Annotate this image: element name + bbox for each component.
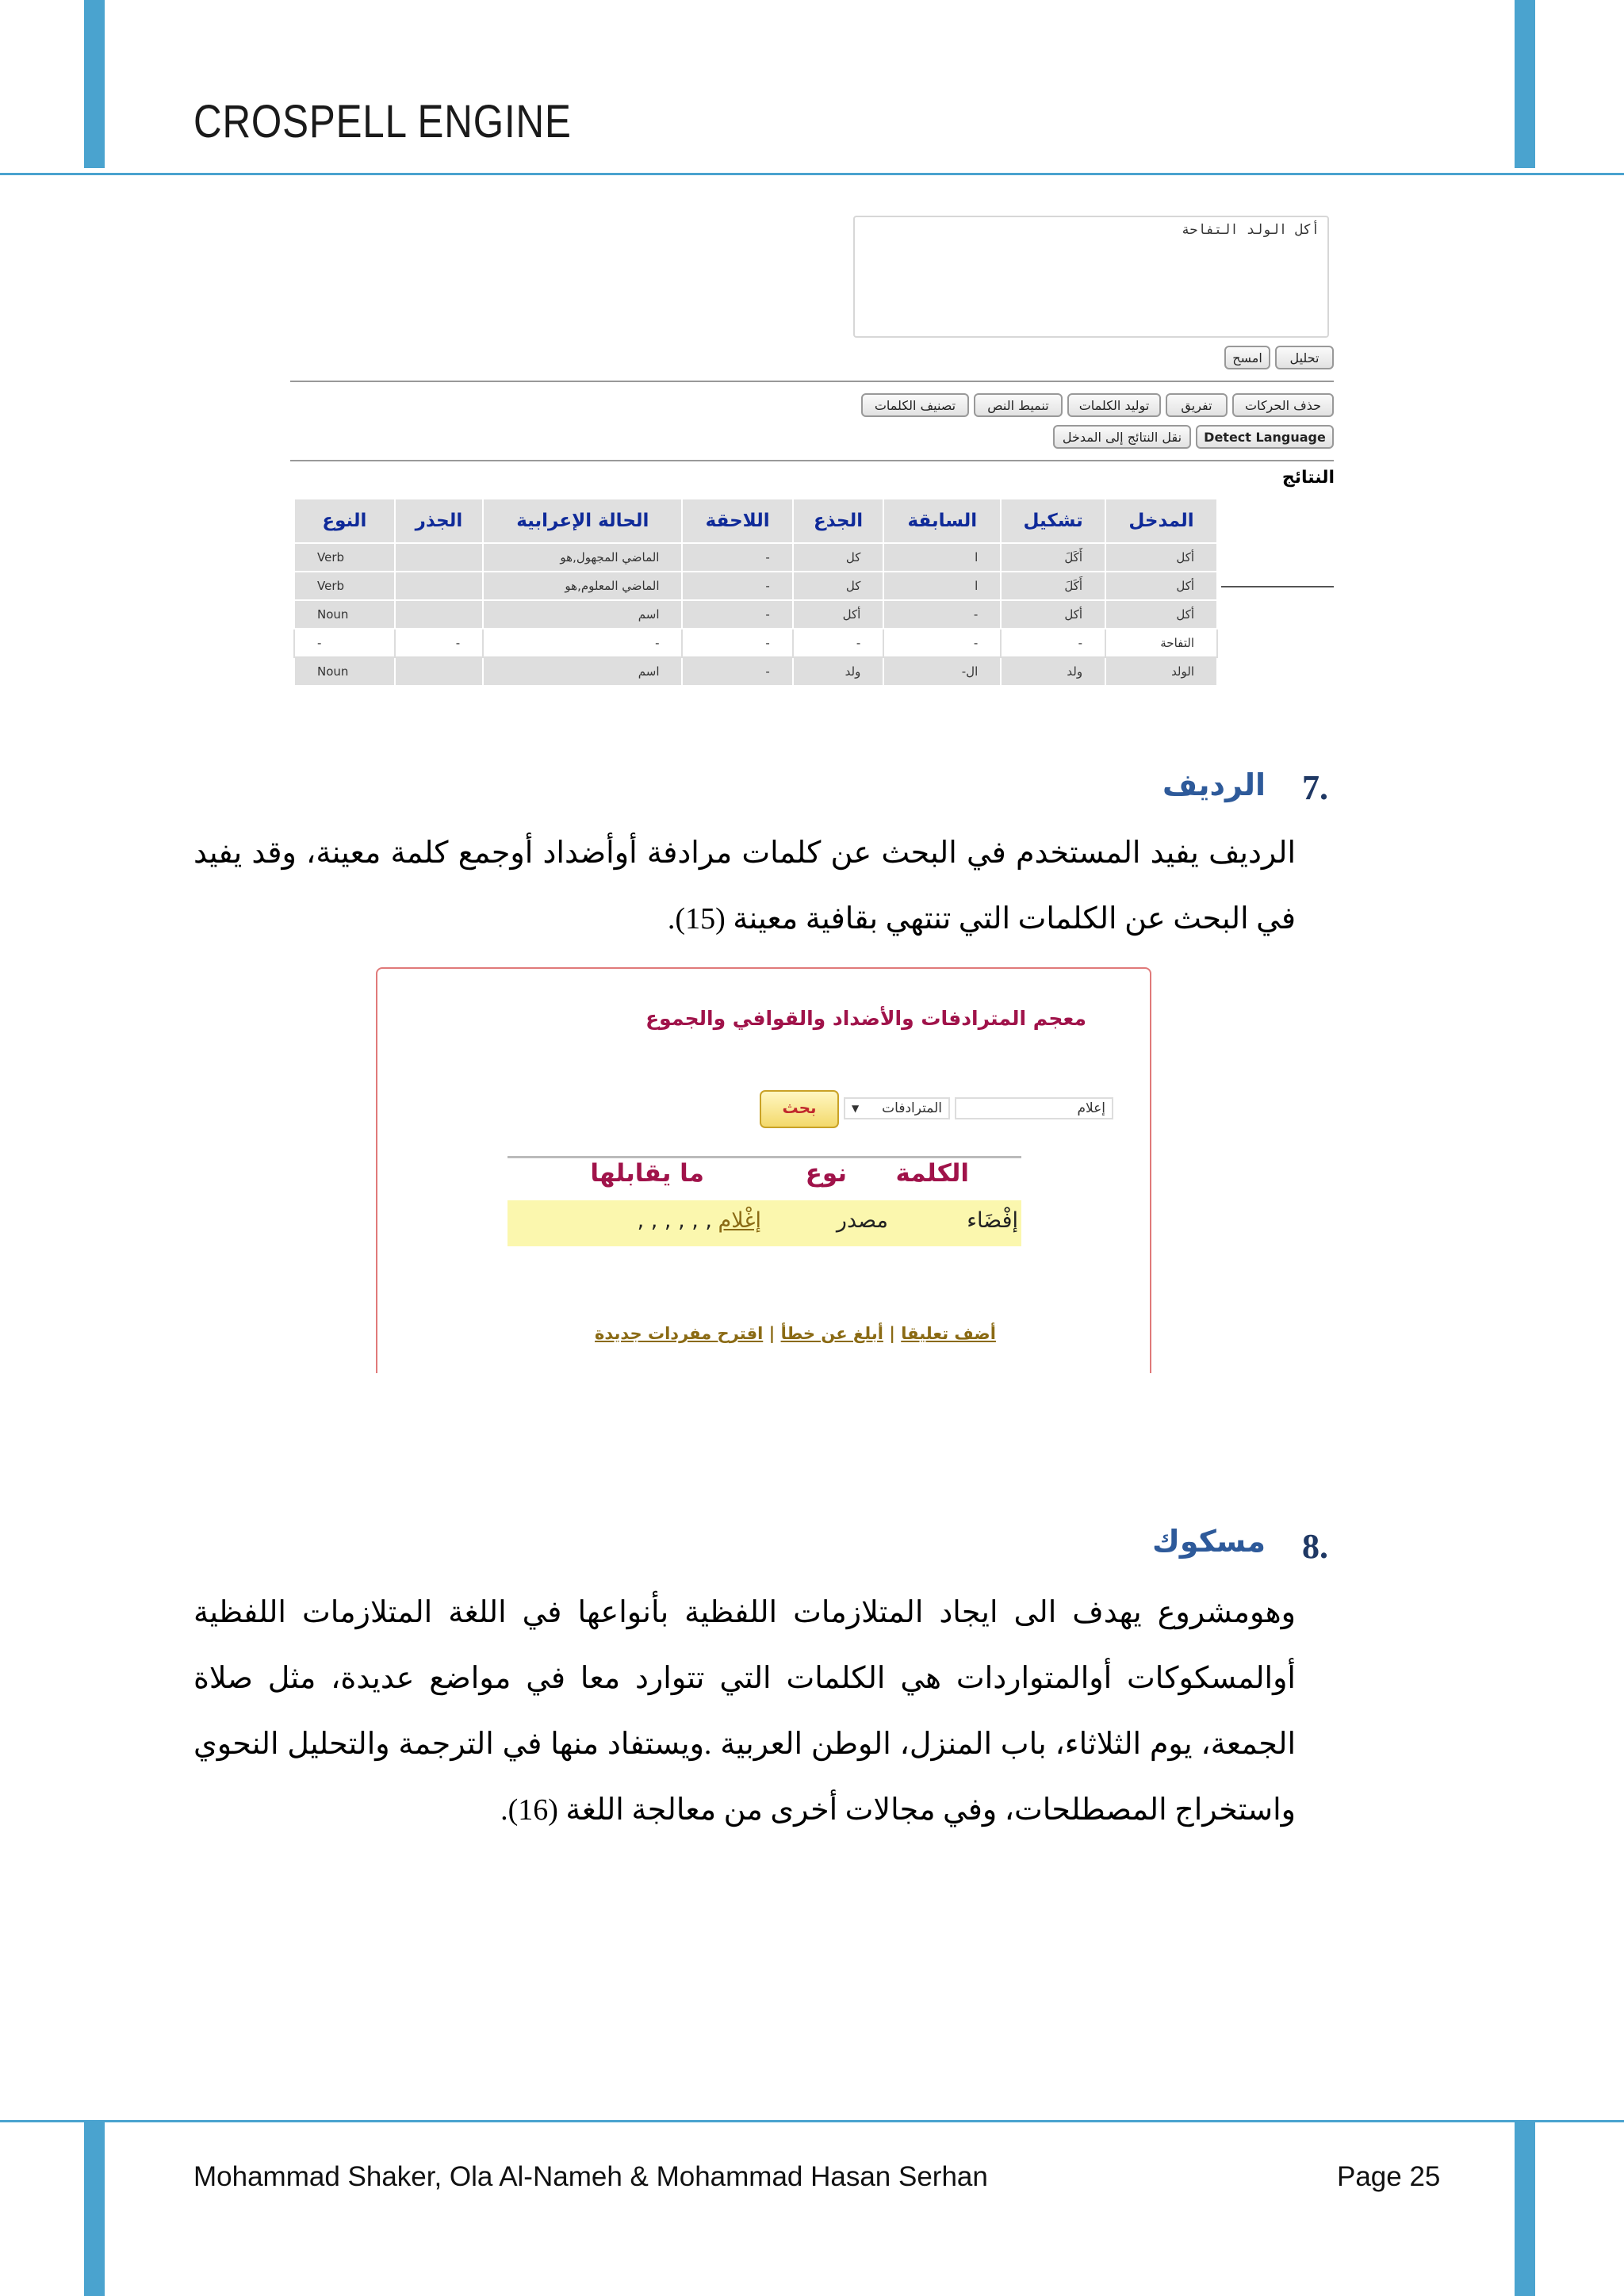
table-row	[294, 657, 1217, 686]
dictionary-footer-links	[595, 1324, 996, 1343]
table-cell: اسم	[483, 600, 682, 629]
table-cell: Noun	[294, 657, 395, 686]
table-cell: -	[682, 657, 792, 686]
section-7-title: الرديف	[1162, 767, 1266, 802]
table-cell: -	[883, 629, 1001, 657]
move-results-button[interactable]: نقل النتائج إلى المدخل	[1053, 425, 1191, 449]
link-separator: |	[768, 1324, 776, 1343]
col-type: النوع	[294, 499, 395, 543]
table-cell: -	[483, 629, 682, 657]
dictionary-result-type: مصدر	[836, 1208, 888, 1233]
results-table	[293, 498, 1218, 687]
col-case: الحالة الإعرابية	[483, 499, 682, 543]
col-suffix: اللاحقة	[682, 499, 792, 543]
col-input: المدخل	[1105, 499, 1217, 543]
footer-authors: Mohammad Shaker, Ola Al-Nameh & Mohammad Hasan Serhan	[193, 2161, 988, 2192]
dictionary-col-opposite: ما يقابلها	[590, 1159, 704, 1188]
detect-language-button[interactable]: Detect Language	[1196, 425, 1334, 449]
table-cell	[395, 572, 483, 600]
clear-button[interactable]: امسح	[1224, 346, 1270, 369]
table-cell: -	[682, 543, 792, 572]
table-cell	[395, 543, 483, 572]
col-prefix: السابقة	[883, 499, 1001, 543]
table-cell: ولد	[793, 657, 884, 686]
dictionary-result-opposite-link[interactable]: إغْلام	[718, 1208, 761, 1233]
bottom-right-bar	[1515, 2122, 1535, 2296]
table-cell	[395, 657, 483, 686]
section-8-title: مسكوك	[1152, 1524, 1266, 1559]
col-root: الجذر	[395, 499, 483, 543]
footer-page-number: Page 25	[1337, 2161, 1441, 2192]
tool-button-generate-words[interactable]: توليد الكلمات	[1067, 393, 1161, 417]
section-8-number: 8.	[1302, 1527, 1328, 1566]
suggest-words-link[interactable]: اقترح مفردات جديدة	[595, 1324, 764, 1343]
col-stem: الجذع	[793, 499, 884, 543]
table-cell: -	[682, 629, 792, 657]
chevron-down-icon: ▼	[852, 1103, 860, 1114]
top-right-bar	[1515, 0, 1535, 168]
table-cell: اسم	[483, 657, 682, 686]
table-cell: -	[793, 629, 884, 657]
results-label: النتائج	[1281, 468, 1335, 488]
top-left-bar	[84, 0, 105, 168]
tool-button-split[interactable]: تفريق	[1166, 393, 1228, 417]
dictionary-col-type: نوع	[805, 1159, 847, 1188]
table-cell: أكل	[1105, 543, 1217, 572]
table-cell: -	[682, 572, 792, 600]
table-cell	[395, 600, 483, 629]
section-7-number: 7.	[1302, 768, 1328, 807]
table-cell: الماضي المعلوم,هو	[483, 572, 682, 600]
table-row	[294, 572, 1217, 600]
table-cell: -	[1001, 629, 1105, 657]
footer-rule	[0, 2120, 1624, 2122]
results-side-divider	[1221, 586, 1334, 587]
tool-button-remove-diacritics[interactable]: حذف الحركات	[1232, 393, 1334, 417]
table-row	[294, 629, 1217, 657]
table-cell: Verb	[294, 543, 395, 572]
analyzer-separator-top	[290, 381, 1334, 382]
table-cell: الماضي المجهول,هو	[483, 543, 682, 572]
dictionary-result-row	[508, 1200, 1021, 1246]
analyzer-input[interactable]: أكل الولد التفاحة	[853, 216, 1329, 338]
table-row	[294, 600, 1217, 629]
add-comment-link[interactable]: أضف تعليقا	[901, 1324, 996, 1343]
table-cell: ا	[883, 572, 1001, 600]
report-error-link[interactable]: أبلغ عن خطأ	[780, 1324, 883, 1343]
table-cell: -	[294, 629, 395, 657]
table-cell: Noun	[294, 600, 395, 629]
dictionary-result-word: إفْضَاء	[967, 1208, 1018, 1233]
table-cell: أَكَلَ	[1001, 543, 1105, 572]
table-cell: الولد	[1105, 657, 1217, 686]
table-cell: أكل	[1105, 600, 1217, 629]
dictionary-result-rest: , , , , , ,	[637, 1208, 712, 1233]
dictionary-title: معجم المترادفات والأضداد والقوافي والجموع	[645, 1007, 1086, 1030]
table-cell: كل	[793, 543, 884, 572]
table-cell: أكل	[1001, 600, 1105, 629]
section-7-paragraph: الرديف يفيد المستخدم في البحث عن كلمات مرادفة أوأضداد أوجمع كلمة معينة، وقد يفيد في البحث عن الكلمات التي تنتهي بقافية معينة (15).	[193, 836, 1296, 936]
dictionary-type-select[interactable]	[844, 1097, 950, 1119]
table-cell: ال-	[883, 657, 1001, 686]
table-row	[294, 543, 1217, 572]
header-rule	[0, 173, 1624, 175]
table-cell: التفاحة	[1105, 629, 1217, 657]
table-cell: -	[395, 629, 483, 657]
analyzer-separator-bottom	[290, 460, 1334, 461]
table-cell: كل	[793, 572, 884, 600]
link-separator: |	[889, 1324, 895, 1343]
table-cell: أَكَلَ	[1001, 572, 1105, 600]
table-cell: ولد	[1001, 657, 1105, 686]
dictionary-search-button[interactable]: بحث	[760, 1090, 839, 1128]
section-8-paragraph: وهومشروع يهدف الى ايجاد المتلازمات اللفظية بأنواعها في اللغة المتلازمات اللفظية أوالمسكوكات أوالمتواردات هي الكلمات التي تتوارد معا في مواضع عديدة، مثل صلاة الجمعة، يوم الثلاثاء، باب المنزل، الوطن العربية .ويستفاد منها في الترجمة والتحليل النحوي واستخراج المصطلحات، وفي مجالات أخرى من معالجة اللغة (16).	[193, 1596, 1296, 1827]
results-header-row	[294, 499, 1217, 543]
analyze-button[interactable]: تحليل	[1275, 346, 1334, 369]
table-cell: -	[883, 600, 1001, 629]
dictionary-search-input[interactable]: إعلام	[955, 1097, 1113, 1119]
dictionary-type-select-value: المترادفات	[882, 1100, 942, 1116]
table-cell: Verb	[294, 572, 395, 600]
dictionary-col-word: الكلمة	[895, 1159, 969, 1188]
table-cell: أكل	[1105, 572, 1217, 600]
table-cell: ا	[883, 543, 1001, 572]
col-vocalization: تشكيل	[1001, 499, 1105, 543]
table-cell: -	[682, 600, 792, 629]
bottom-left-bar	[84, 2122, 105, 2296]
tool-button-classify-words[interactable]: تصنيف الكلمات	[861, 393, 969, 417]
tool-button-normalize-text[interactable]: تنميط النص	[974, 393, 1063, 417]
dictionary-header-line	[508, 1156, 1021, 1158]
table-cell: أكل	[793, 600, 884, 629]
dictionary-panel	[376, 967, 1151, 1373]
header-title: CROSPELL ENGINE	[193, 96, 572, 147]
